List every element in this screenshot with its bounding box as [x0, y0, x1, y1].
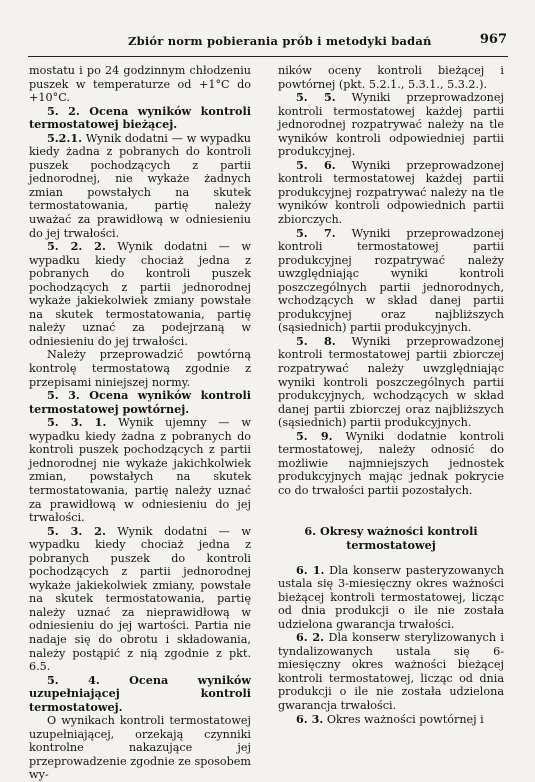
paragraph-number: 5. 3. 2. — [47, 523, 106, 538]
paragraph-number: 6. 3. — [296, 711, 324, 726]
page-header — [0, 28, 535, 52]
paragraph — [29, 674, 251, 715]
paragraph-number: 5. 9. — [296, 428, 333, 443]
paragraph — [278, 91, 504, 159]
paragraph-number: 6. 2. — [296, 630, 325, 645]
running-title: Zbiór norm pobierania prób i metodyki badań — [128, 34, 432, 48]
paragraph-text: ników oceny kontroli bieżącej i powtórnej (pkt. 5.2.1., 5.3.1., 5.3.2.). — [278, 64, 504, 91]
paragraph — [29, 64, 251, 105]
paragraph — [29, 389, 251, 416]
paragraph — [29, 416, 251, 524]
paragraph-number: 5.2.1. — [47, 130, 83, 145]
paragraph-number: 5. 3. 1. — [47, 415, 107, 430]
paragraph — [29, 105, 251, 132]
paragraph — [278, 159, 504, 227]
paragraph-number: 5. 6. — [296, 157, 336, 172]
paragraph — [29, 132, 251, 240]
paragraph-text: Wyniki dodatnie kontroli termostatowej, należy odnosić do możliwie najmniejszych jednostek produkcyjnych mając jednak pokrycie co do trwałości partii pozostałych. — [278, 429, 504, 497]
paragraph — [278, 64, 504, 91]
paragraph — [278, 335, 504, 430]
paragraph-number: 5. 5. — [296, 90, 336, 105]
page-number: 967 — [479, 32, 507, 47]
paragraph — [278, 227, 504, 335]
paragraph-text: Wynik dodatni — w wypadku kiedy chociaż jedna z pobranych do kontroli puszek pochodzących z partii jednorodnej wykaże jakiekolwiek zmiany powstałe na skutek termostatowania, partię należy uznać za podejrzaną w odniesieniu do jej trwałości. — [29, 240, 251, 348]
right-column-paragraphs — [278, 64, 504, 498]
paragraph — [29, 348, 251, 389]
paragraph-text: Wynik dodatni — w wypadku kiedy chociaż jedna z pobranych puszek do kontroli pochodzących z partii jednorodnej wykaże jakiekolwiek zmiany, powstałe na skutek termostatowania, partię należy uznać za nieprawidłową w odniesieniu do jej wartości. Partia nie nadaje się do obrotu i składowania, należy postąpić z nią zgodnie z pkt. 6.5. — [29, 524, 251, 674]
paragraph-text: Dla konserw sterylizowanych i tyndalizowanych ustala się 6-miesięczny okres ważności bieżącej kontroli termostatowej, licząc od dnia produkcji o ile nie została udzielona gwarancja trwałości. — [278, 631, 504, 712]
paragraph — [29, 525, 251, 674]
paragraph-text: Wyniki przeprowadzonej kontroli termostatowej każdej partii jednorodnej rozpatrywać należy na tle wyników kontroli odpowiedniej partii produkcyjnej. — [278, 91, 504, 159]
paragraph-number: 5. 7. — [296, 225, 336, 240]
paragraph-text: Wyniki przeprowadzonej kontroli termostatowej partii zbiorczej rozpatrywać należy uwzględniając wyniki kontroli poszczególnych partii produkcyjnych, wchodzących w skład danej partii zbiorczej oraz najbliższych (sąsiednich) partii produkcyjnych. — [278, 334, 504, 430]
paragraph-number: 6. 1. — [296, 562, 325, 577]
paragraph-text: Wyniki przeprowadzonej kontroli termostatowej każdej partii produkcyjnej rozpatrywać należy na tle wyników kontroli odpowiednich partii zbiorczych. — [278, 158, 504, 227]
paragraph — [29, 714, 251, 782]
paragraph — [29, 240, 251, 348]
paragraph-text: O wynikach kontroli termostatowej uzupełniającej, orzekają czynniki kontrolne nakazujące jej przeprowadzenie zgodnie ze sposobem wy- — [29, 714, 251, 782]
right-column-section-6-paragraphs — [278, 564, 504, 727]
paragraph-text: Okres ważności powtórnej i — [323, 712, 484, 726]
paragraph — [278, 631, 504, 712]
paragraph — [278, 430, 504, 498]
paragraph-number: 5. 3. Ocena wyników kontroli termostatowej powtórnej. — [29, 388, 251, 416]
paragraph-number: 5. 2. Ocena wyników kontroli termostatowej bieżącej. — [29, 103, 251, 132]
paragraph — [278, 564, 504, 632]
paragraph-text: mostatu i po 24 godzinnym chłodzeniu puszek w temperaturze od +1°C do +10°C. — [29, 64, 251, 105]
header-rule — [28, 56, 508, 57]
right-column — [278, 64, 504, 726]
section-6-heading: 6. Okresy ważności kontroli termostatowej — [304, 523, 478, 552]
paragraph — [278, 713, 504, 727]
paragraph-text: Wynik dodatni — w wypadku kiedy żadna z pobranych do kontroli puszek pochodzących z partii jednorodnej, nie wykaże żadnych zmian powstałych na skutek termostatowania, partię należy uważać za prawidłową w odniesieniu do jej trwałości. — [29, 131, 251, 240]
paragraph-text: Wyniki przeprowadzonej kontroli termostatowej partii produkcyjnej rozpatrywać należy uwzględniając wyniki kontroli poszczególnych partii jednorodnych, wchodzących w skład danej partii produkcyjnej oraz najbliższych (sąsiednich) partii produkcyjnych. — [278, 226, 504, 335]
paragraph-number: 5. 2. 2. — [47, 239, 106, 254]
paragraph-text: Wynik ujemny — w wypadku kiedy żadna z pobranych do kontroli puszek pochodzących z partii jednorodnej nie wykaże jakichkolwiek zmian, powstałych na skutek termostatowania, partię należy uznać za prawidłową w odniesieniu do jej trwałości. — [29, 416, 252, 525]
paragraph-text: Należy przeprowadzić powtórną kontrolę termostatową zgodnie z przepisami niniejszej normy. — [29, 348, 251, 389]
paragraph-text: Dla konserw pasteryzowanych ustala się 3-miesięczny okres ważności bieżącej kontroli termostatowej, licząc od dnia produkcji o ile nie została udzielona gwarancja trwałości. — [278, 563, 504, 631]
paragraph-number: 5. 8. — [296, 333, 336, 348]
paragraph-number: 5. 4. Ocena wyników uzupełniającej kontroli termostatowej. — [29, 672, 251, 714]
left-column — [29, 64, 251, 782]
